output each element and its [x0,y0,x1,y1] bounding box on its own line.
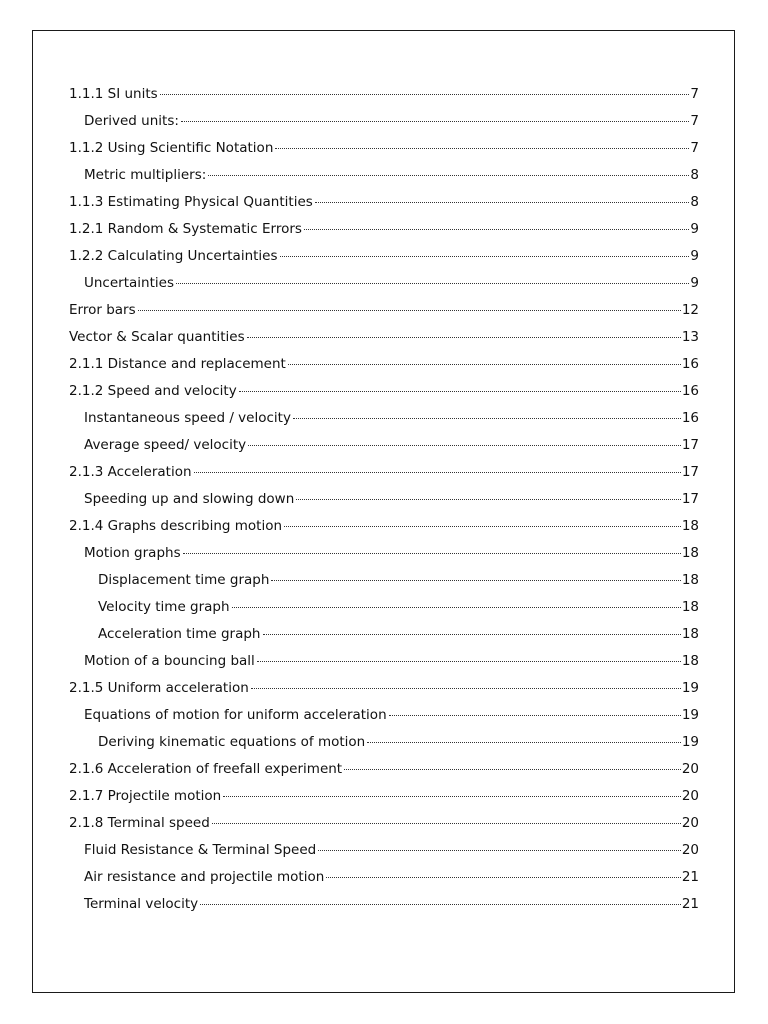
toc-entry-title: Displacement time graph [98,572,270,588]
toc-entry-title: Vector & Scalar quantities [69,329,245,345]
toc-entry[interactable] [69,653,699,680]
toc-entry[interactable] [69,167,699,194]
dot-leader [284,526,681,527]
toc-entry-page-number: 17 [681,464,699,480]
dot-leader [315,202,690,203]
dot-leader [138,310,681,311]
toc-entry-page-number: 16 [681,410,699,426]
toc-entry-title: Motion graphs [84,545,181,561]
toc-entry-title: Speeding up and slowing down [84,491,295,507]
toc-entry-title: 2.1.7 Projectile motion [69,788,222,804]
table-of-contents [69,86,699,923]
dot-leader [275,148,689,149]
toc-entry-page-number: 13 [681,329,699,345]
toc-entry-page-number: 20 [681,788,699,804]
toc-entry-page-number: 8 [690,167,699,183]
toc-entry[interactable] [69,572,699,599]
toc-entry-page-number: 18 [681,626,699,642]
dot-leader [160,94,690,95]
dot-leader [293,418,681,419]
dot-leader [176,283,689,284]
dot-leader [232,607,681,608]
dot-leader [280,256,690,257]
toc-entry-page-number: 19 [681,707,699,723]
toc-entry[interactable] [69,896,699,923]
dot-leader [200,904,681,905]
toc-entry[interactable] [69,545,699,572]
toc-entry-page-number: 7 [690,86,699,102]
dot-leader [251,688,681,689]
toc-entry-page-number: 21 [681,869,699,885]
dot-leader [248,445,681,446]
toc-entry[interactable] [69,842,699,869]
toc-entry-title: 1.1.1 SI units [69,86,158,102]
dot-leader [296,499,681,500]
toc-entry-title: Uncertainties [84,275,174,291]
dot-leader [223,796,681,797]
toc-entry-page-number: 8 [690,194,699,210]
toc-entry[interactable] [69,302,699,329]
toc-entry[interactable] [69,329,699,356]
toc-entry-page-number: 9 [690,248,699,264]
toc-entry-title: 2.1.2 Speed and velocity [69,383,237,399]
toc-entry-title: Motion of a bouncing ball [84,653,255,669]
toc-entry[interactable] [69,86,699,113]
toc-entry-page-number: 18 [681,518,699,534]
toc-entry[interactable] [69,815,699,842]
dot-leader [326,877,681,878]
document-page [32,30,735,993]
dot-leader [367,742,681,743]
dot-leader [208,175,689,176]
toc-entry-title: 1.2.1 Random & Systematic Errors [69,221,302,237]
toc-entry[interactable] [69,410,699,437]
dot-leader [212,823,681,824]
toc-entry[interactable] [69,761,699,788]
toc-entry[interactable] [69,680,699,707]
toc-entry-page-number: 17 [681,491,699,507]
toc-entry-page-number: 16 [681,383,699,399]
toc-entry[interactable] [69,788,699,815]
dot-leader [288,364,681,365]
dot-leader [263,634,681,635]
toc-entry-page-number: 7 [690,113,699,129]
dot-leader [271,580,680,581]
toc-entry[interactable] [69,221,699,248]
toc-entry[interactable] [69,248,699,275]
toc-entry-title: 1.2.2 Calculating Uncertainties [69,248,278,264]
toc-entry[interactable] [69,518,699,545]
toc-entry[interactable] [69,437,699,464]
toc-entry-title: Equations of motion for uniform acceleration [84,707,387,723]
toc-entry-title: 2.1.3 Acceleration [69,464,192,480]
toc-entry[interactable] [69,599,699,626]
toc-entry[interactable] [69,626,699,653]
toc-entry[interactable] [69,140,699,167]
toc-entry[interactable] [69,491,699,518]
dot-leader [318,850,681,851]
toc-entry-page-number: 9 [690,221,699,237]
toc-entry-page-number: 18 [681,545,699,561]
toc-entry[interactable] [69,275,699,302]
toc-entry[interactable] [69,194,699,221]
dot-leader [181,121,690,122]
toc-entry-title: Average speed/ velocity [84,437,247,453]
toc-entry-page-number: 16 [681,356,699,372]
toc-entry-page-number: 21 [681,896,699,912]
toc-entry-page-number: 19 [681,734,699,750]
toc-entry-page-number: 18 [681,572,699,588]
toc-entry-title: 2.1.1 Distance and replacement [69,356,286,372]
toc-entry-page-number: 9 [690,275,699,291]
toc-entry-title: 1.1.3 Estimating Physical Quantities [69,194,313,210]
toc-entry-page-number: 12 [681,302,699,318]
toc-entry-page-number: 7 [690,140,699,156]
toc-entry[interactable] [69,383,699,410]
toc-entry-title: 2.1.4 Graphs describing motion [69,518,283,534]
dot-leader [247,337,681,338]
toc-entry-title: 2.1.8 Terminal speed [69,815,210,831]
toc-entry-title: Velocity time graph [98,599,230,615]
dot-leader [239,391,681,392]
toc-entry[interactable] [69,113,699,140]
toc-entry[interactable] [69,464,699,491]
toc-entry-title: Fluid Resistance & Terminal Speed [84,842,317,858]
dot-leader [304,229,689,230]
toc-entry-title: Deriving kinematic equations of motion [98,734,366,750]
toc-entry-title: Instantaneous speed / velocity [84,410,291,426]
toc-entry-title: Acceleration time graph [98,626,261,642]
toc-entry[interactable] [69,707,699,734]
toc-entry-page-number: 18 [681,653,699,669]
dot-leader [389,715,681,716]
toc-entry-title: Terminal velocity [84,896,199,912]
toc-entry-title: 2.1.5 Uniform acceleration [69,680,249,696]
toc-entry-title: Air resistance and projectile motion [84,869,325,885]
toc-entry-title: 1.1.2 Using Scientific Notation [69,140,274,156]
dot-leader [257,661,681,662]
toc-entry-page-number: 18 [681,599,699,615]
toc-entry-title: Derived units: [84,113,179,129]
toc-entry-page-number: 20 [681,761,699,777]
toc-entry[interactable] [69,869,699,896]
toc-entry-page-number: 17 [681,437,699,453]
dot-leader [183,553,681,554]
toc-entry-page-number: 20 [681,842,699,858]
toc-entry-page-number: 19 [681,680,699,696]
dot-leader [194,472,681,473]
toc-entry[interactable] [69,734,699,761]
toc-entry[interactable] [69,356,699,383]
toc-entry-title: Metric multipliers: [84,167,207,183]
toc-entry-page-number: 20 [681,815,699,831]
toc-entry-title: Error bars [69,302,136,318]
toc-entry-title: 2.1.6 Acceleration of freefall experiment [69,761,343,777]
dot-leader [344,769,681,770]
